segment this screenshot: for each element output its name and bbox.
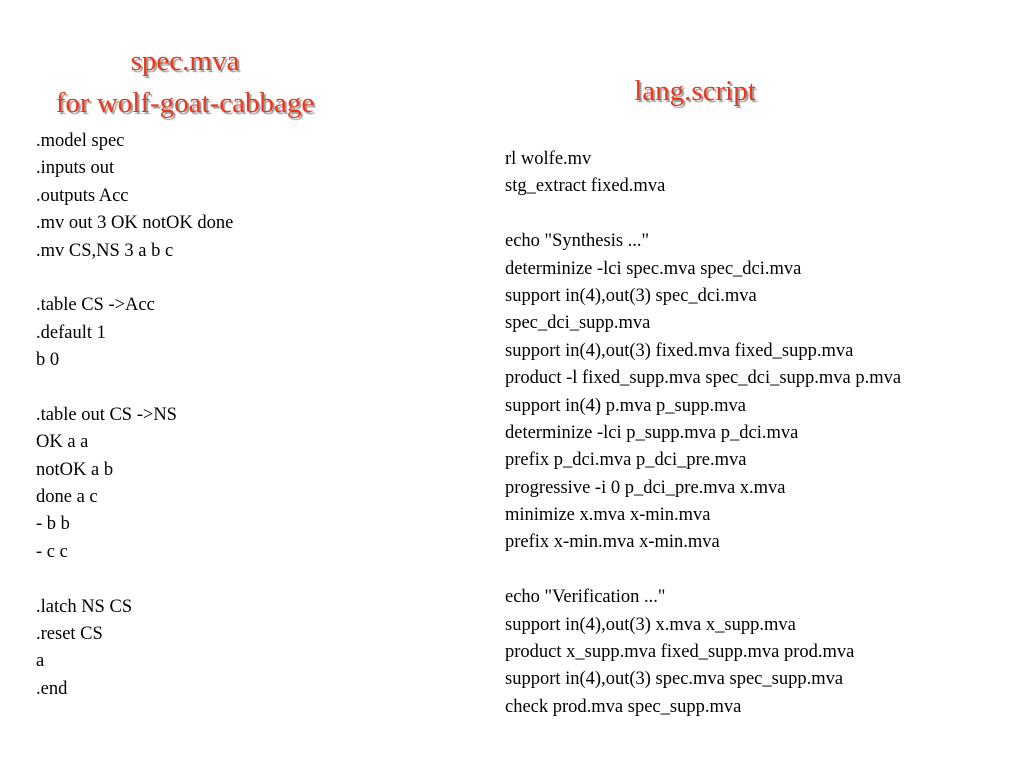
code-line: done a c <box>36 487 98 508</box>
code-line: .mv out 3 OK notOK done <box>36 213 234 234</box>
code-line: support in(4),out(3) spec.mva spec_supp.mva <box>505 669 844 690</box>
code-line: .table out CS ->NS <box>36 404 177 425</box>
code-line <box>505 557 901 584</box>
code-line <box>36 265 233 292</box>
code-line <box>36 375 233 402</box>
code-line <box>505 201 901 228</box>
code-line: OK a a <box>36 432 89 453</box>
code-line: determinize -lci p_supp.mva p_dci.mva <box>505 422 799 443</box>
spec-mva-title <box>20 40 350 124</box>
code-line: check prod.mva spec_supp.mva <box>505 696 742 717</box>
code-line: support in(4),out(3) fixed.mva fixed_supp.mva <box>505 340 854 361</box>
code-line: stg_extract fixed.mva <box>505 176 666 197</box>
code-line: spec_dci_supp.mva <box>505 313 651 334</box>
code-line: .model spec <box>36 131 125 151</box>
code-line: product -l fixed_supp.mva spec_dci_supp.mva p.mva <box>505 368 902 389</box>
code-line: prefix p_dci.mva p_dci_pre.mva <box>505 450 747 471</box>
code-line: support in(4) p.mva p_supp.mva <box>505 395 746 416</box>
code-line: - c c <box>36 541 68 562</box>
code-line: .table CS ->Acc <box>36 295 155 316</box>
spec-mva-title-line2: for wolf-goat-cabbage <box>55 87 315 119</box>
code-line: product x_supp.mva fixed_supp.mva prod.mva <box>505 642 855 663</box>
code-line: notOK a b <box>36 459 114 480</box>
code-line: .inputs out <box>36 158 115 179</box>
spec-mva-listing <box>36 128 233 703</box>
code-line: .mv CS,NS 3 a b c <box>36 240 174 261</box>
code-line: rl wolfe.mv <box>505 149 592 169</box>
code-line: - b b <box>36 514 70 535</box>
code-line: minimize x.mva x-min.mva <box>505 505 711 526</box>
code-line: echo "Synthesis ..." <box>505 231 650 252</box>
code-line: echo "Verification ..." <box>505 587 666 608</box>
code-line: .end <box>36 678 68 699</box>
code-line: progressive -i 0 p_dci_pre.mva x.mva <box>505 477 786 498</box>
code-line: b 0 <box>36 350 60 371</box>
code-line: determinize -lci spec.mva spec_dci.mva <box>505 258 802 279</box>
code-line <box>36 566 233 593</box>
lang-script-title: lang.script <box>634 75 756 107</box>
lang-script-listing <box>505 146 901 721</box>
code-line: prefix x-min.mva x-min.mva <box>505 532 720 553</box>
spec-mva-title-line1: spec.mva <box>130 45 240 77</box>
code-line: .latch NS CS <box>36 596 133 617</box>
code-line: .default 1 <box>36 322 106 343</box>
code-line: support in(4),out(3) spec_dci.mva <box>505 285 757 306</box>
code-line: a <box>36 651 45 672</box>
code-line: support in(4),out(3) x.mva x_supp.mva <box>505 614 796 635</box>
code-line: .outputs Acc <box>36 185 129 206</box>
code-line: .reset CS <box>36 624 103 645</box>
